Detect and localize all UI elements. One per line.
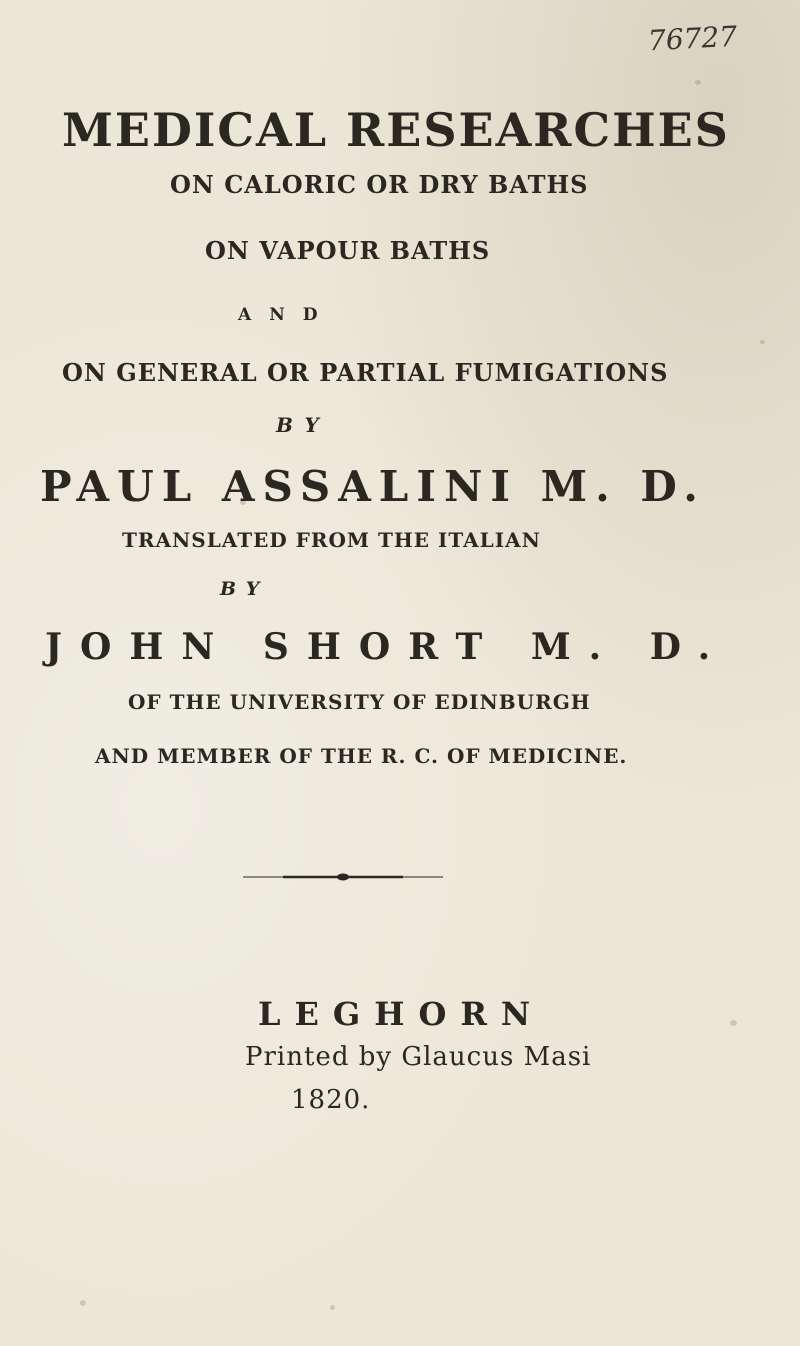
foxing-spot bbox=[80, 1300, 86, 1306]
foxing-spot bbox=[730, 1020, 737, 1026]
subtitle-line-2: ON VAPOUR BATHS bbox=[205, 236, 491, 265]
book-title: MEDICAL RESEARCHES bbox=[62, 103, 730, 157]
foxing-spot bbox=[695, 80, 701, 85]
by-label-author: BY bbox=[276, 413, 331, 437]
subtitle-line-1: ON CALORIC OR DRY BATHS bbox=[170, 170, 589, 199]
subtitle-line-3: ON GENERAL OR PARTIAL FUMIGATIONS bbox=[62, 358, 669, 387]
translator-name: JOHN SHORT M. D. bbox=[45, 626, 729, 668]
shelfmark: 76727 bbox=[647, 19, 738, 58]
rule-ornament bbox=[337, 874, 349, 881]
author-name: PAUL ASSALINI M. D. bbox=[40, 462, 706, 511]
conjunction: AND bbox=[238, 305, 336, 325]
imprint-year: 1820. bbox=[291, 1085, 371, 1115]
foxing-spot bbox=[760, 340, 765, 344]
foxing-spot bbox=[330, 1305, 335, 1310]
translator-credential-1: OF THE UNIVERSITY OF EDINBURGH bbox=[128, 690, 591, 714]
imprint-printer: Printed by Glaucus Masi bbox=[245, 1042, 592, 1072]
translator-credential-2: AND MEMBER OF THE R. C. OF MEDICINE. bbox=[95, 744, 628, 768]
ornamental-rule bbox=[243, 873, 443, 881]
imprint-place: LEGHORN bbox=[258, 995, 545, 1033]
translated-from: TRANSLATED FROM THE ITALIAN bbox=[122, 528, 541, 552]
by-label-translator: BY bbox=[220, 578, 270, 600]
